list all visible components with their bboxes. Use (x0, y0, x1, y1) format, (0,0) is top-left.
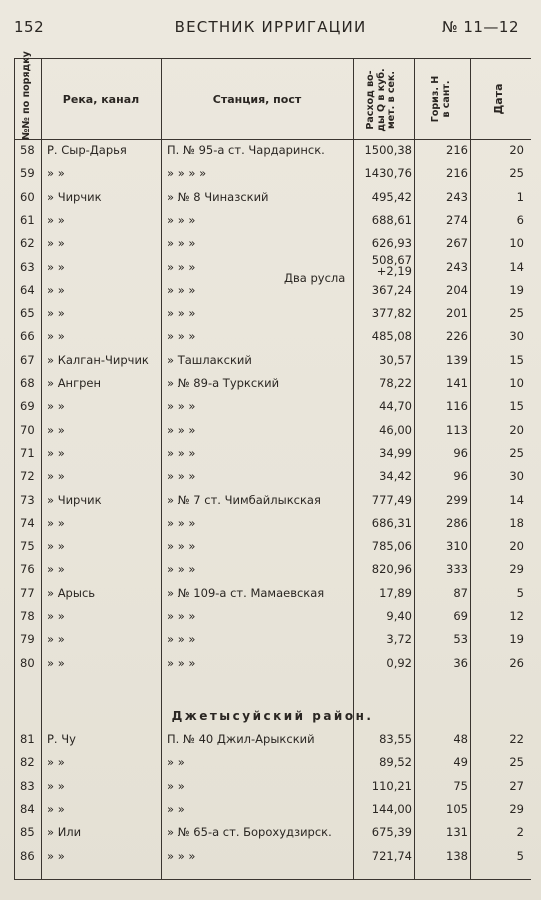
water-level: 87 (453, 585, 468, 600)
river-name: » » (47, 469, 65, 484)
discharge-value: 89,52 (379, 755, 412, 770)
date-value: 5 (516, 848, 524, 863)
table-row (14, 466, 531, 489)
water-level: 139 (446, 352, 468, 367)
discharge-value: 17,89 (379, 585, 412, 600)
discharge-value: 495,42 (371, 189, 412, 204)
row-number: 76 (20, 562, 35, 577)
date-value: 1 (516, 189, 524, 204)
station-name: » » » (167, 306, 196, 321)
date-value: 20 (509, 143, 524, 157)
discharge-value: 46,00 (379, 422, 412, 437)
river-name: » » (47, 422, 65, 437)
discharge-value: 367,24 (371, 282, 412, 297)
river-name: » Или (47, 825, 82, 840)
row-number: 83 (20, 778, 35, 793)
issue-number: № 11—12 (441, 18, 519, 36)
row-number: 58 (20, 143, 35, 157)
date-value: 10 (509, 376, 524, 390)
station-name: » » » (167, 445, 196, 460)
table-row (14, 233, 531, 256)
river-name: » » (47, 539, 65, 554)
river-name: » Чирчик (47, 189, 102, 204)
station-name: » » » (167, 848, 196, 863)
date-value: 25 (509, 445, 524, 460)
discharge-value: 44,70 (379, 399, 412, 414)
discharge-value: 626,93 (371, 236, 412, 251)
station-name: » » » (167, 562, 196, 577)
discharge-value: 485,08 (371, 329, 412, 344)
water-level: 226 (446, 329, 468, 344)
discharge-value: 34,42 (379, 469, 412, 484)
row-number: 74 (20, 515, 35, 530)
row-number: 80 (20, 655, 35, 670)
water-level: 333 (446, 562, 468, 577)
table-row (14, 536, 531, 559)
river-name: » » (47, 609, 65, 623)
table-row (14, 252, 531, 285)
date-value: 25 (509, 755, 524, 770)
table-row (14, 443, 531, 466)
date-value: 29 (509, 801, 524, 816)
river-name: » » (47, 848, 65, 863)
date-value: 14 (509, 492, 524, 507)
water-level: 274 (446, 212, 468, 227)
station-name: » » » (167, 282, 196, 297)
station-name: » » » (167, 236, 196, 251)
river-name: » » (47, 236, 65, 251)
row-number: 81 (20, 732, 35, 746)
water-level: 310 (446, 539, 468, 554)
discharge-value: 30,57 (379, 352, 412, 367)
station-name: » Ташлакский (167, 352, 252, 367)
date-value: 29 (509, 562, 524, 577)
water-level: 131 (446, 825, 468, 840)
water-level: 267 (446, 236, 468, 251)
water-level: 49 (453, 755, 468, 770)
discharge-value: 675,39 (371, 825, 412, 840)
table-row (14, 629, 531, 652)
table-row (14, 280, 531, 303)
station-name: » № 109-а ст. Мамаевская (167, 585, 325, 600)
discharge-value: 377,82 (371, 306, 412, 321)
date-value: 18 (509, 515, 524, 530)
date-value: 12 (509, 609, 524, 623)
table-row (14, 187, 531, 210)
river-name: Р. Чу (47, 732, 76, 746)
station-name: » » » (167, 329, 196, 344)
station-name: » № 8 Чиназский (167, 189, 269, 204)
date-value: 19 (509, 282, 524, 297)
table-row (14, 583, 531, 606)
water-level: 96 (453, 445, 468, 460)
running-header (0, 18, 541, 42)
row-number: 73 (20, 492, 35, 507)
date-value: 22 (509, 732, 524, 746)
water-level: 216 (446, 166, 468, 181)
date-value: 25 (509, 166, 524, 181)
row-number: 67 (20, 352, 35, 367)
page-number: 152 (14, 18, 45, 36)
water-level: 243 (446, 189, 468, 204)
station-name: » » » (167, 515, 196, 530)
station-name: » » » (167, 469, 196, 484)
discharge-value: 820,96 (371, 562, 412, 577)
discharge-value: 0,92 (386, 655, 412, 670)
river-name: » » (47, 632, 65, 647)
column-header-station: Станция, пост (212, 92, 302, 106)
discharge-value: 686,31 (371, 515, 412, 530)
row-number: 72 (20, 469, 35, 484)
water-level: 113 (446, 422, 468, 437)
row-number: 59 (20, 166, 35, 181)
row-note: Два русла (284, 270, 346, 285)
table-row (14, 513, 531, 536)
data-table (14, 51, 531, 880)
station-name: » » » (167, 422, 196, 437)
discharge-value: 34,99 (379, 445, 412, 460)
river-name: » Арысь (47, 585, 96, 600)
river-name: » Чирчик (47, 492, 102, 507)
row-number: 82 (20, 755, 35, 770)
water-level: 69 (453, 609, 468, 623)
table-row (14, 822, 531, 845)
station-name: » » » » (167, 166, 207, 181)
row-number: 79 (20, 632, 35, 647)
row-number: 61 (20, 212, 35, 227)
date-value: 30 (509, 329, 524, 344)
water-level: 286 (446, 515, 468, 530)
table-row (14, 846, 531, 869)
river-name: » » (47, 259, 65, 274)
date-value: 2 (516, 825, 524, 840)
table-row (14, 303, 531, 326)
discharge-value: 9,40 (386, 609, 412, 623)
station-name: П. № 40 Джил-Арыкский (167, 732, 315, 746)
date-value: 15 (509, 399, 524, 414)
river-name: » » (47, 655, 65, 670)
table-row (14, 776, 531, 799)
water-level: 216 (446, 143, 468, 157)
river-name: » » (47, 515, 65, 530)
river-name: » » (47, 166, 65, 181)
row-number: 75 (20, 539, 35, 554)
column-header-date: Дата (492, 83, 505, 115)
station-name: » » » (167, 632, 196, 647)
water-level: 96 (453, 469, 468, 484)
river-name: » » (47, 801, 65, 816)
water-level: 75 (453, 778, 468, 793)
river-name: » » (47, 329, 65, 344)
date-value: 30 (509, 469, 524, 484)
station-name: » » » (167, 539, 196, 554)
table-row (14, 163, 531, 186)
water-level: 299 (446, 492, 468, 507)
water-level: 204 (446, 282, 468, 297)
station-name: » » » (167, 259, 196, 274)
discharge-value: 785,06 (371, 539, 412, 554)
discharge-value: 508,67 (371, 252, 412, 267)
column-header-num: №№ по порядку (21, 51, 32, 140)
table-row (14, 729, 531, 752)
river-name: » » (47, 445, 65, 460)
row-number: 68 (20, 376, 35, 390)
discharge-value: 777,49 (371, 492, 412, 507)
discharge-value (352, 252, 412, 278)
table-row (14, 396, 531, 419)
river-name: Р. Сыр-Дарья (47, 143, 127, 157)
discharge-value: 1500,38 (364, 143, 412, 157)
date-value: 25 (509, 306, 524, 321)
journal-title: ВЕСТНИК ИРРИГАЦИИ (174, 18, 367, 36)
column-header-height: Гориз. Н в сант. (430, 75, 452, 123)
station-name: » » (167, 801, 185, 816)
water-level: 48 (453, 732, 468, 746)
table-row (14, 210, 531, 233)
column-header-rate: Расход во- ды Q в куб. мет. в сек. (365, 68, 397, 132)
water-level: 116 (446, 399, 468, 414)
date-value: 6 (516, 212, 524, 227)
discharge-value: 1430,76 (364, 166, 412, 181)
row-number: 86 (20, 848, 35, 863)
date-value: 20 (509, 422, 524, 437)
discharge-value: 144,00 (371, 801, 412, 816)
table-row (14, 490, 531, 513)
row-number: 69 (20, 399, 35, 414)
station-name: » № 65-а ст. Борохудзирск. (167, 825, 332, 840)
station-name: » » (167, 778, 185, 793)
discharge-value: 721,74 (371, 848, 412, 863)
station-name: » № 89-а Туркский (167, 376, 280, 390)
water-level: 36 (453, 655, 468, 670)
table-row (14, 799, 531, 822)
table-row (14, 373, 531, 396)
station-name: » № 7 ст. Чимбайлыкская (167, 492, 321, 507)
row-number: 85 (20, 825, 35, 840)
row-number: 71 (20, 445, 35, 460)
row-number: 60 (20, 189, 35, 204)
discharge-addition: +2,19 (376, 263, 412, 278)
table-row (14, 752, 531, 775)
station-name: » » » (167, 609, 196, 623)
date-value: 26 (509, 655, 524, 670)
discharge-value: 110,21 (371, 778, 412, 793)
water-level: 243 (446, 259, 468, 274)
water-level: 201 (446, 306, 468, 321)
water-level: 53 (453, 632, 468, 647)
section-title: Джетысуйский район. (171, 709, 374, 723)
river-name: » » (47, 306, 65, 321)
date-value: 10 (509, 236, 524, 251)
row-number: 65 (20, 306, 35, 321)
river-name: » » (47, 562, 65, 577)
date-value: 14 (509, 259, 524, 274)
discharge-value: 83,55 (379, 732, 412, 746)
table-row (14, 559, 531, 582)
date-value: 19 (509, 632, 524, 647)
table-row (14, 420, 531, 443)
discharge-value: 688,61 (371, 212, 412, 227)
river-name: » Калган-Чирчик (47, 352, 149, 367)
column-header-river: Река, канал (62, 92, 140, 106)
date-value: 5 (516, 585, 524, 600)
table-row (14, 350, 531, 373)
row-number: 70 (20, 422, 35, 437)
discharge-value: 3,72 (386, 632, 412, 647)
discharge-value: 78,22 (379, 376, 412, 390)
river-name: » » (47, 282, 65, 297)
table-row (14, 653, 531, 676)
row-number: 66 (20, 329, 35, 344)
date-value: 20 (509, 539, 524, 554)
station-name: » » (167, 755, 185, 770)
row-number: 63 (20, 259, 35, 274)
water-level: 141 (446, 376, 468, 390)
water-level: 105 (446, 801, 468, 816)
river-name: » Ангрен (47, 376, 102, 390)
river-name: » » (47, 755, 65, 770)
row-number: 84 (20, 801, 35, 816)
row-number: 64 (20, 282, 35, 297)
river-name: » » (47, 399, 65, 414)
table-row (14, 606, 531, 629)
row-number: 77 (20, 585, 35, 600)
row-number: 62 (20, 236, 35, 251)
river-name: » » (47, 212, 65, 227)
date-value: 15 (509, 352, 524, 367)
table-row (14, 326, 531, 349)
river-name: » » (47, 778, 65, 793)
station-name: » » » (167, 212, 196, 227)
table-row (14, 140, 531, 163)
station-name: » » » (167, 399, 196, 414)
station-name: » » » (167, 655, 196, 670)
water-level: 138 (446, 848, 468, 863)
station-name: П. № 95-а ст. Чардаринск. (167, 143, 325, 157)
row-number: 78 (20, 609, 35, 623)
date-value: 27 (509, 778, 524, 793)
